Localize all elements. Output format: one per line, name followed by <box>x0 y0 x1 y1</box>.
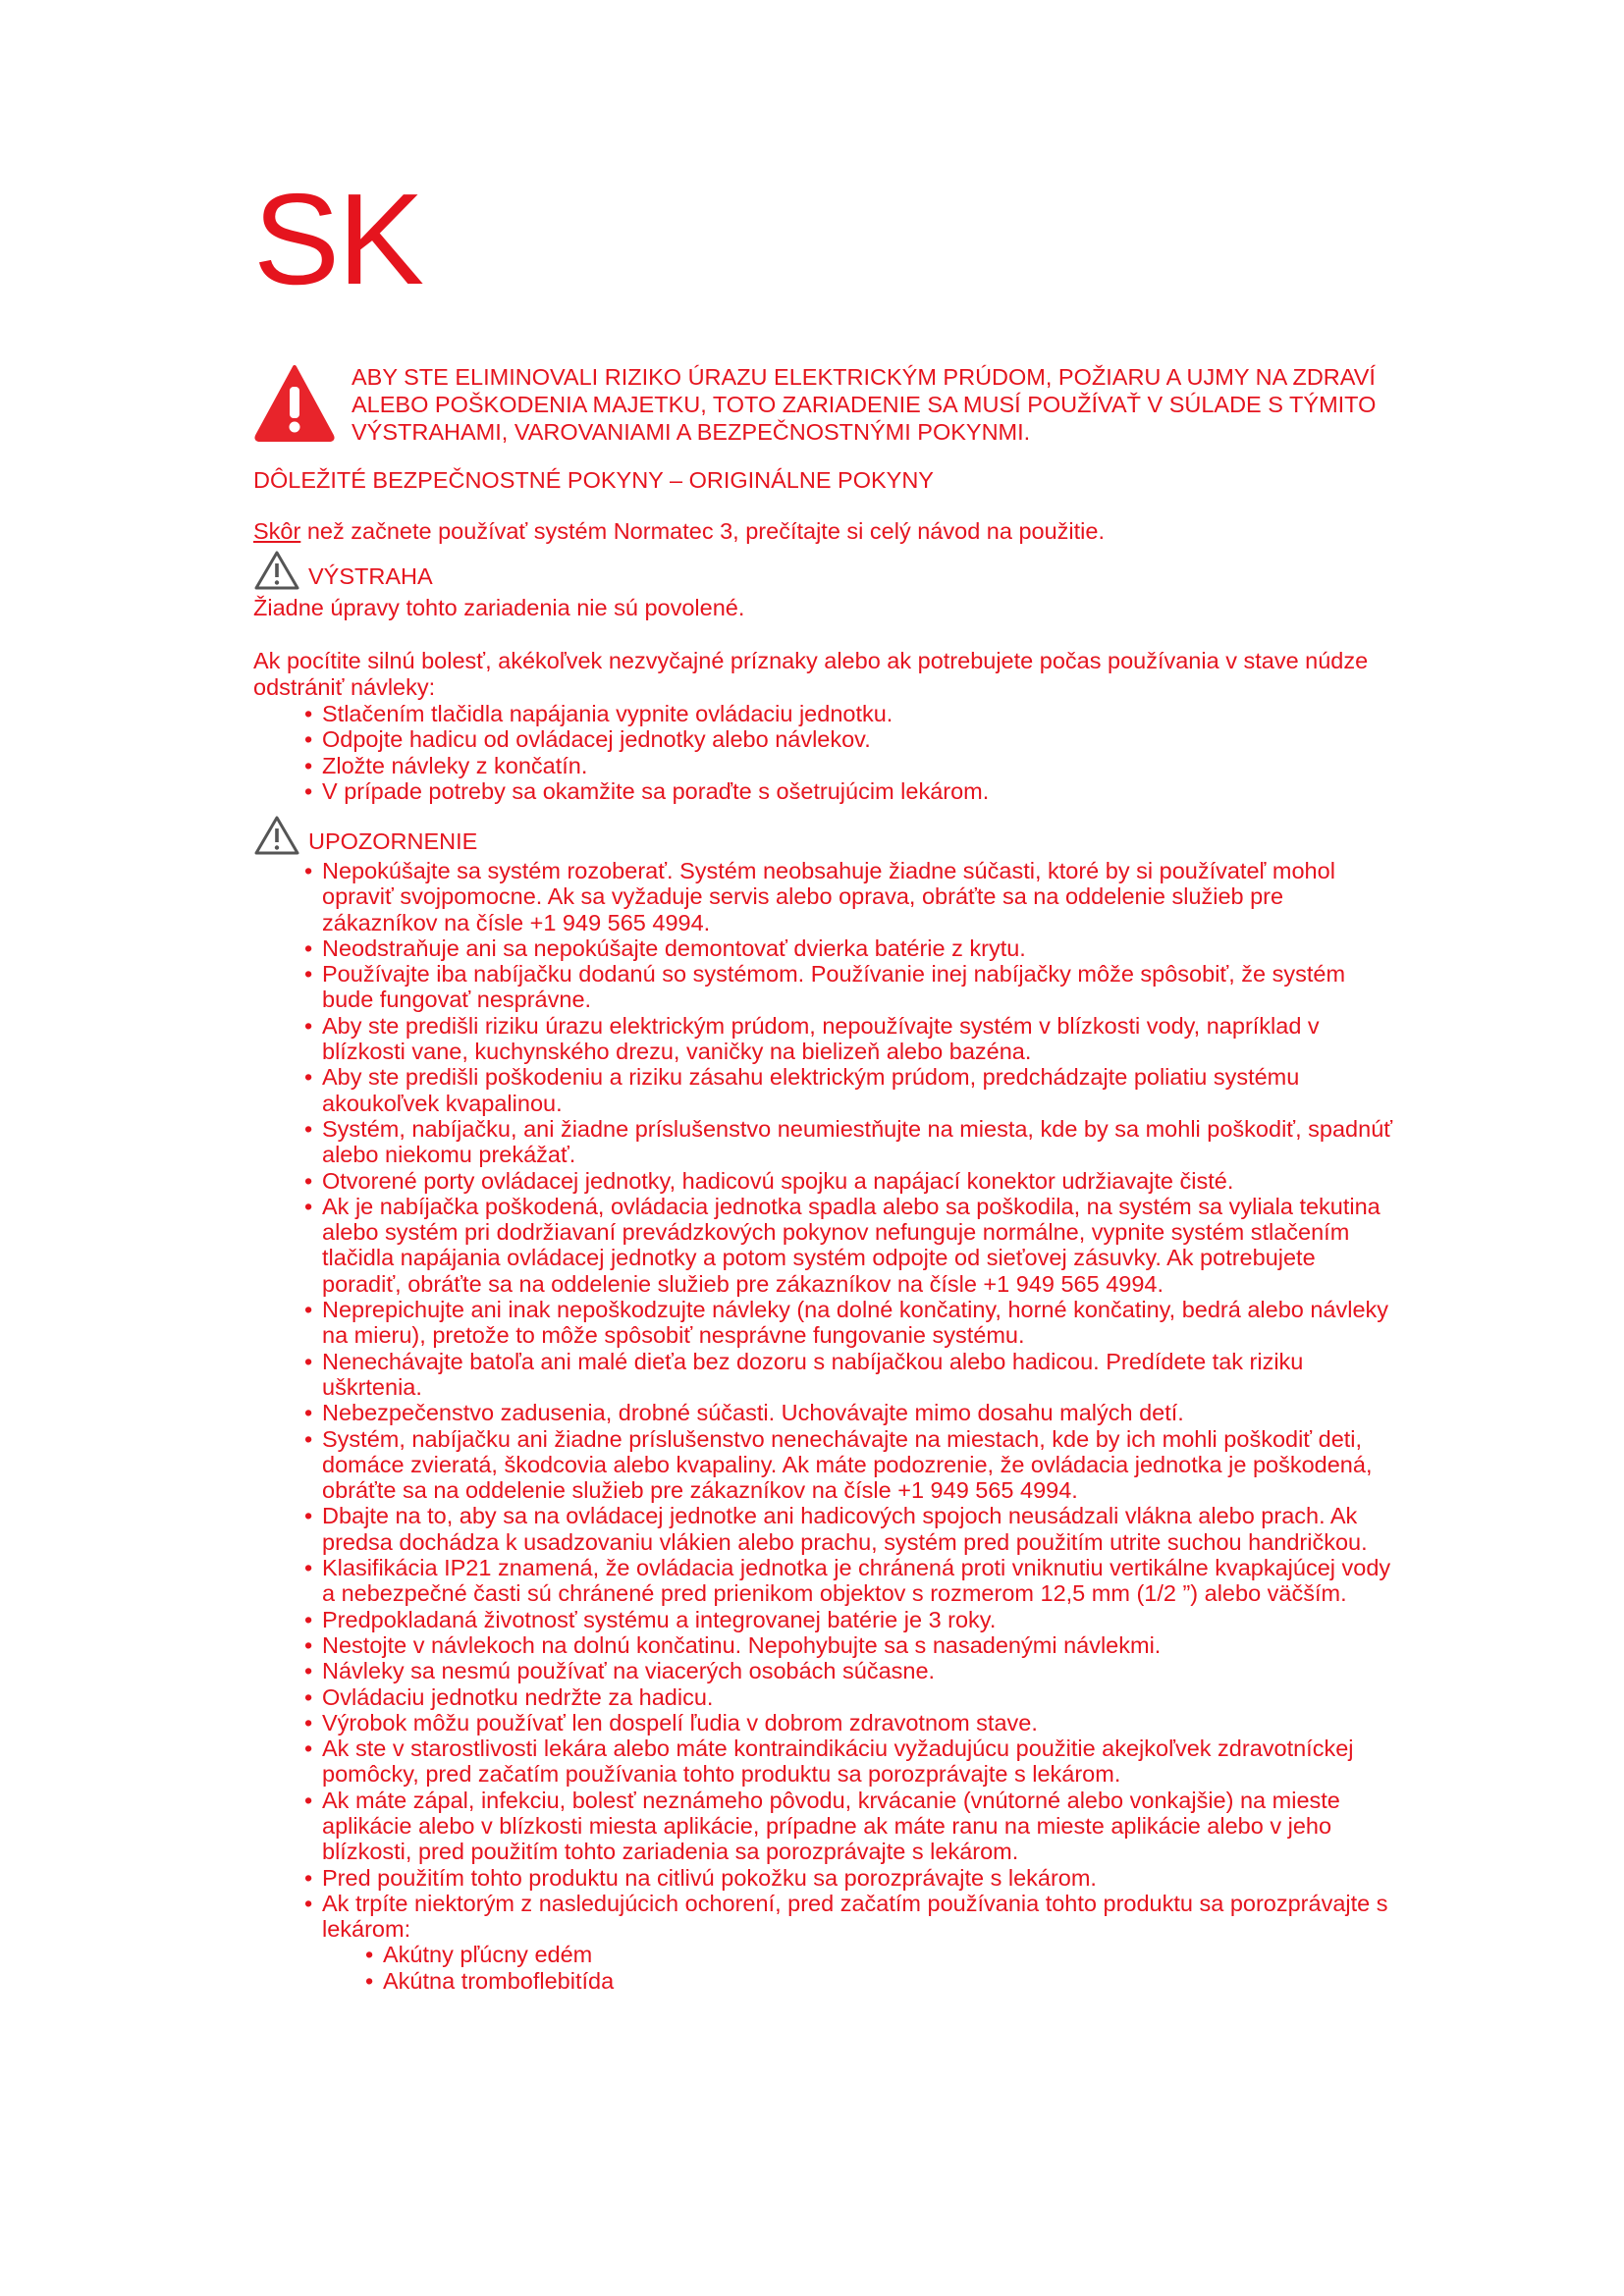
list-item: • Predpokladaná životnosť systému a integrovanej batérie je 3 roky. <box>304 1607 1394 1632</box>
list-item: • Pred použitím tohto produktu na citlivú pokožku sa porozprávajte s lekárom. <box>304 1865 1394 1891</box>
sublist-item: • Akútna tromboflebitída <box>365 1968 1394 1994</box>
list-item: • Systém, nabíjačku ani žiadne príslušenstvo nenechávajte na miestach, kde by ich mohli poškodiť deti, domáce zvieratá, škodcovia alebo kvapaliny. Ak máte podozrenie, že ovládacia jednotka je poškodená, obráťte sa na oddelenie služieb pre zákazníkov na čísle +1 949 565 4994. <box>304 1426 1394 1504</box>
warning-outline-icon <box>253 550 300 591</box>
instructions-title: DÔLEŽITÉ BEZPEČNOSTNÉ POKYNY – ORIGINÁLNE POKYNY <box>253 467 934 493</box>
caution-list <box>304 858 1394 1994</box>
intro-first-word: Skôr <box>253 518 301 544</box>
list-item: • Neprepichujte ani inak nepoškodzujte návleky (na dolné končatiny, horné končatiny, bedrá alebo návleky na mieru), pretože to môže spôsobiť nesprávne fungovanie systému. <box>304 1297 1394 1349</box>
condition-sublist <box>365 1942 1394 1994</box>
list-item: • Ak ste v starostlivosti lekára alebo máte kontraindikáciu vyžadujúcu použitie akejkoľvek zdravotníckej pomôcky, pred začatím používania tohto produktu sa porozprávajte s lekárom. <box>304 1735 1394 1788</box>
caution-label: UPOZORNENIE <box>308 828 478 854</box>
list-item: • Klasifikácia IP21 znamená, že ovládacia jednotka je chránená proti vniknutiu vertikálne kvapkajúcej vody a nebezpečné časti sú chránené pred prienikom objektov s rozmerom 12,5 mm (1/2 ”) alebo väčším. <box>304 1555 1394 1607</box>
list-item: • Dbajte na to, aby sa na ovládacej jednotke ani hadicových spojoch neusádzali vlákna alebo prach. Ak predsa dochádza k usadzovaniu vlákien alebo prachu, systém pred použitím utrite suchou handričkou. <box>304 1503 1394 1555</box>
intro-paragraph <box>253 518 1105 545</box>
list-item <box>304 1891 1394 1994</box>
list-item: • Systém, nabíjačku, ani žiadne príslušenstvo neumiestňujte na miesta, kde by sa mohli poškodiť, spadnúť alebo niekomu prekážať. <box>304 1116 1394 1168</box>
emergency-text: Ak pocítite silnú bolesť, akékoľvek nezvyčajné príznaky alebo ak potrebujete počas používania v stave núdze odstrániť návleky: <box>253 648 1369 700</box>
warning-label: VÝSTRAHA <box>308 563 433 589</box>
list-item: • Nenechávajte batoľa ani malé dieťa bez dozoru s nabíjačkou alebo hadicou. Predídete tak riziku uškrtenia. <box>304 1349 1394 1401</box>
list-item: • Stlačením tlačidla napájania vypnite ovládaciu jednotku. <box>304 701 1394 726</box>
list-item: • Ovládaciu jednotku nedržte za hadicu. <box>304 1684 1394 1710</box>
list-item: • Otvorené porty ovládacej jednotky, hadicovú spojku a napájací konektor udržiavajte čisté. <box>304 1168 1394 1194</box>
language-code: SK <box>253 167 423 311</box>
warning-icon <box>253 363 336 442</box>
list-item: • Odpojte hadicu od ovládacej jednotky alebo návlekov. <box>304 726 1394 752</box>
warning-text: Žiadne úpravy tohto zariadenia nie sú povolené. <box>253 595 745 620</box>
list-item: • Ak je nabíjačka poškodená, ovládacia jednotka spadla alebo sa poškodila, na systém sa vyliala tekutina alebo systém pri dodržiavaní prevádzkových pokynov nefunguje normálne, vypnite systém stlačením tlačidla napájania ovládacej jednotky a potom systém odpojte od sieťovej zásuvky. Ak potrebujete poradiť, obráťte sa na oddelenie služieb pre zákazníkov na čísle +1 949 565 4994. <box>304 1194 1394 1297</box>
list-item: • Nestojte v návlekoch na dolnú končatinu. Nepohybujte sa s nasadenými návlekmi. <box>304 1632 1394 1658</box>
list-item: • Nebezpečenstvo zadusenia, drobné súčasti. Uchovávajte mimo dosahu malých detí. <box>304 1400 1394 1425</box>
list-item: • Používajte iba nabíjačku dodanú so systémom. Používanie inej nabíjačky môže spôsobiť, že systém bude fungovať nesprávne. <box>304 961 1394 1013</box>
sublist-item: • Akútny pľúcny edém <box>365 1942 1394 1967</box>
list-item: • Nepokúšajte sa systém rozoberať. Systém neobsahuje žiadne súčasti, ktoré by si používateľ mohol opraviť svojpomocne. Ak sa vyžaduje servis alebo oprava, obráťte sa na oddelenie služieb pre zákazníkov na čísle +1 949 565 4994. <box>304 858 1394 935</box>
list-item: • Aby ste predišli riziku úrazu elektrickým prúdom, nepoužívajte systém v blízkosti vody, napríklad v blízkosti vane, kuchynského drezu, vaničky na bielizeň alebo bazéna. <box>304 1013 1394 1065</box>
list-item: • Aby ste predišli poškodeniu a riziku zásahu elektrickým prúdom, predchádzajte poliatiu systému akoukoľvek kvapalinou. <box>304 1064 1394 1116</box>
list-item: • Neodstraňuje ani sa nepokúšajte demontovať dvierka batérie z krytu. <box>304 935 1394 961</box>
list-item: • Výrobok môžu používať len dospelí ľudia v dobrom zdravotnom stave. <box>304 1710 1394 1735</box>
emergency-list <box>304 701 1394 804</box>
safety-header-text: ABY STE ELIMINOVALI RIZIKO ÚRAZU ELEKTRICKÝM PRÚDOM, POŽIARU A UJMY NA ZDRAVÍ ALEBO POŠKODENIA MAJETKU, TOTO ZARIADENIE SA MUSÍ POUŽÍVAŤ V SÚLADE S TÝMITO VÝSTRAHAMI, VAROVANIAMI A BEZPEČNOSTNÝMI POKYNMI. <box>352 364 1377 445</box>
safety-header-block <box>253 363 1382 452</box>
caution-outline-icon <box>253 815 300 856</box>
list-item: • Ak máte zápal, infekciu, bolesť neznámeho pôvodu, krvácanie (vnútorné alebo vonkajšie) na mieste aplikácie alebo v blízkosti miesta aplikácie, prípadne ak máte ranu na mieste aplikácie alebo v jeho blízkosti, pred použitím tohto zariadenia sa porozprávajte s lekárom. <box>304 1788 1394 1865</box>
intro-rest: než začnete používať systém Normatec 3, prečítajte si celý návod na použitie. <box>300 518 1105 544</box>
list-item-text: Ak trpíte niektorým z nasledujúcich ochorení, pred začatím používania tohto produktu sa porozprávajte s lekárom: <box>322 1890 1388 1943</box>
list-item: • Návleky sa nesmú používať na viacerých osobách súčasne. <box>304 1658 1394 1683</box>
list-item: • Zložte návleky z končatín. <box>304 753 1394 778</box>
list-item: • V prípade potreby sa okamžite sa poraďte s ošetrujúcim lekárom. <box>304 778 1394 804</box>
